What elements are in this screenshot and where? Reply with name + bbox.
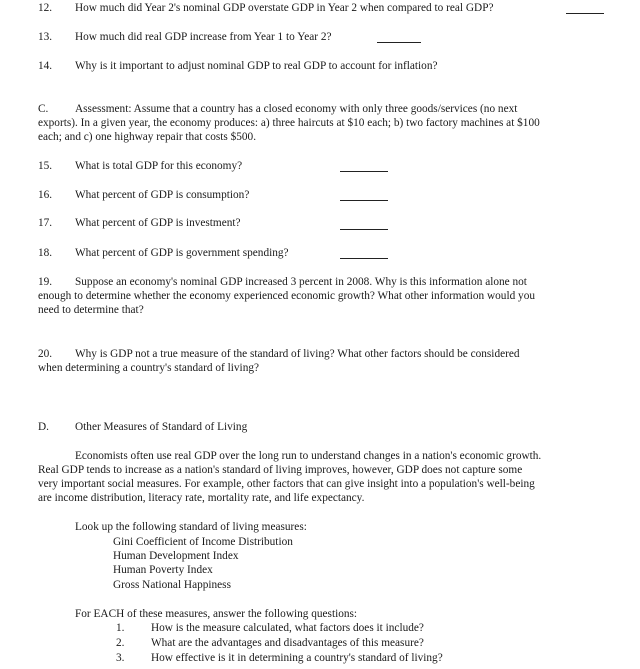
sub-question-text: How is the measure calculated, what factors does it include?: [151, 622, 424, 634]
question-number: 16.: [38, 189, 53, 201]
measure-item: Human Poverty Index: [113, 564, 213, 576]
answer-blank[interactable]: [340, 200, 388, 201]
sub-question-number: 1.: [116, 622, 125, 634]
sub-question-text: What are the advantages and disadvantages of this measure?: [151, 637, 424, 649]
answer-blank[interactable]: [340, 171, 388, 172]
question-number: 17.: [38, 217, 53, 229]
question-text: What percent of GDP is consumption?: [75, 189, 250, 201]
section-c-text-line: Assessment: Assume that a country has a closed economy with only three goods/services (no next: [75, 103, 518, 115]
question-number: 12.: [38, 2, 53, 14]
question-text: What is total GDP for this economy?: [75, 160, 243, 172]
question-text: What percent of GDP is investment?: [75, 217, 241, 229]
question-text: Suppose an economy's nominal GDP increased 3 percent in 2008. Why is this information alone not: [75, 276, 527, 288]
question-text: enough to determine whether the economy experienced economic growth? What other information would you: [38, 290, 536, 302]
question-text: What percent of GDP is government spending?: [75, 247, 289, 259]
sub-question-text: How effective is it in determining a country's standard of living?: [151, 652, 443, 664]
question-text: when determining a country's standard of living?: [38, 362, 260, 374]
question-number: 14.: [38, 60, 53, 72]
question-text: Why is GDP not a true measure of the standard of living? What other factors should be considered: [75, 348, 520, 360]
each-intro: For EACH of these measures, answer the following questions:: [75, 608, 358, 620]
answer-blank[interactable]: [340, 229, 388, 230]
question-number: 15.: [38, 160, 53, 172]
paragraph-line: Economists often use real GDP over the long run to understand changes in a nation's economic growth.: [75, 450, 542, 462]
lookup-intro: Look up the following standard of living measures:: [75, 521, 307, 533]
question-text: How much did real GDP increase from Year 1 to Year 2?: [75, 31, 332, 43]
section-title: Other Measures of Standard of Living: [75, 421, 248, 433]
section-c-text-line: exports). In a given year, the economy produces: a) three haircuts at $10 each; b) two factory machines at $100: [38, 117, 540, 129]
measure-item: Gross National Happiness: [113, 579, 231, 591]
section-letter: C.: [38, 103, 49, 115]
sub-question-number: 3.: [116, 652, 125, 664]
answer-blank[interactable]: [566, 13, 604, 14]
measure-item: Human Development Index: [113, 550, 239, 562]
answer-blank[interactable]: [377, 42, 421, 43]
question-text: How much did Year 2's nominal GDP overstate GDP in Year 2 when compared to real GDP?: [75, 2, 494, 14]
question-number: 20.: [38, 348, 53, 360]
question-number: 19.: [38, 276, 53, 288]
sub-question-number: 2.: [116, 637, 125, 649]
paragraph-line: Real GDP tends to increase as a nation's standard of living improves, however, GDP does not capture some: [38, 464, 523, 476]
section-letter: D.: [38, 421, 49, 433]
paragraph-line: very important social measures. For example, other factors that can give insight into a population's well-being: [38, 478, 535, 490]
question-number: 18.: [38, 247, 53, 259]
answer-blank[interactable]: [340, 258, 388, 259]
question-text: need to determine that?: [38, 304, 144, 316]
question-number: 13.: [38, 31, 53, 43]
question-text: Why is it important to adjust nominal GDP to real GDP to account for inflation?: [75, 60, 438, 72]
measure-item: Gini Coefficient of Income Distribution: [113, 536, 293, 548]
paragraph-line: are income distribution, literacy rate, mortality rate, and life expectancy.: [38, 492, 365, 504]
section-c-text-line: each; and c) one highway repair that costs $500.: [38, 131, 257, 143]
